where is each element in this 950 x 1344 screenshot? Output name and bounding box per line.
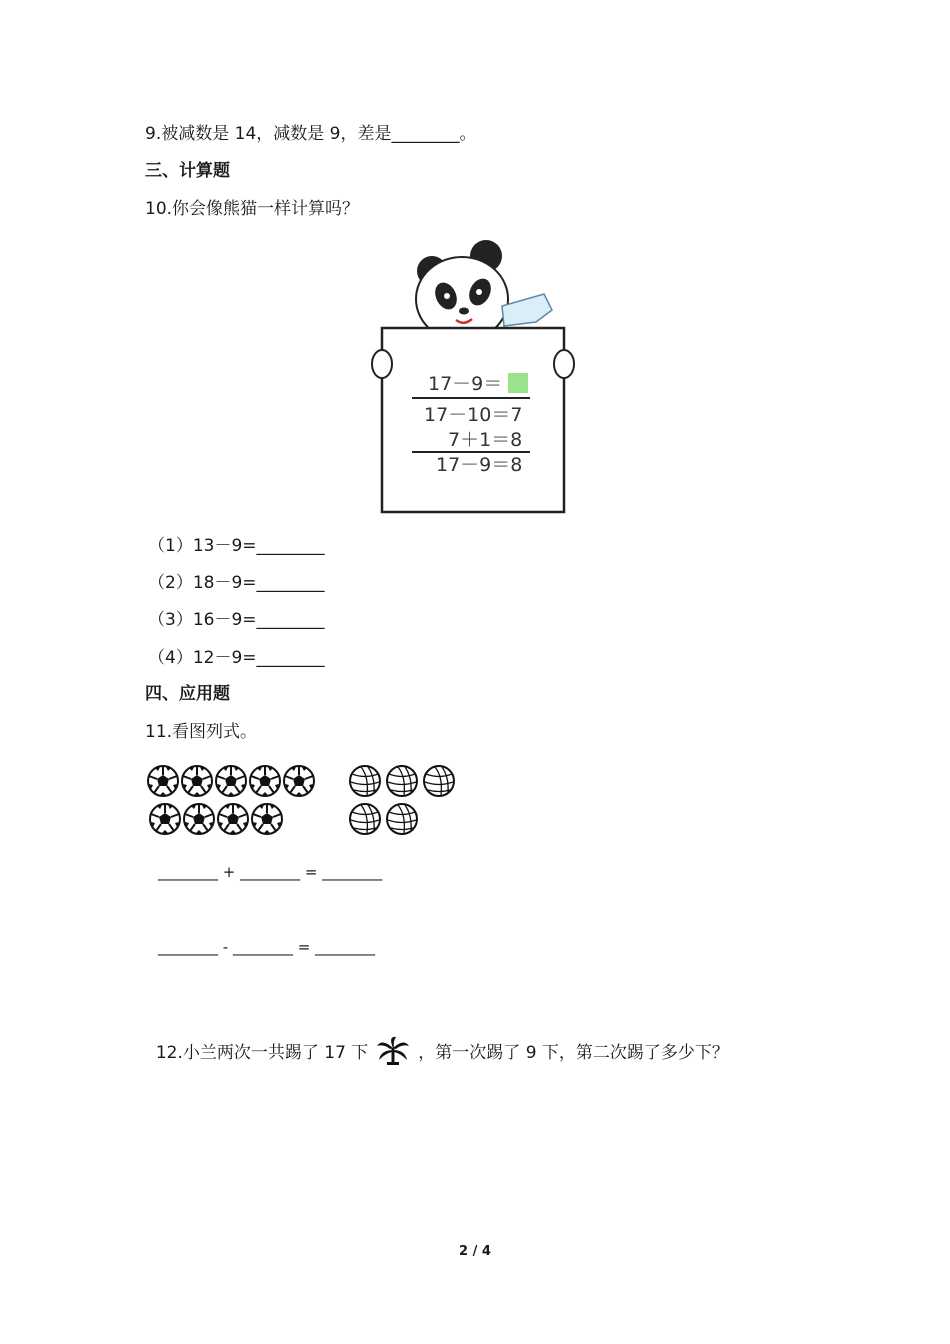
q10-item-2: （2）18－9=________ bbox=[148, 573, 325, 593]
question-9: 9.被减数是 14，减数是 9，差是________。 bbox=[145, 124, 477, 144]
panda-scarf bbox=[502, 294, 552, 326]
section-3-heading: 三、计算题 bbox=[145, 161, 230, 181]
board-line-4: 17－9＝8 bbox=[436, 454, 523, 476]
panda-illustration bbox=[366, 236, 580, 516]
soccer-ball bbox=[252, 804, 282, 834]
soccer-ball bbox=[216, 766, 246, 796]
q11-equation-addition: ________ + ________ = ________ bbox=[158, 863, 383, 881]
volleyball bbox=[387, 804, 417, 834]
q12-text-after: ，第一次踢了 9 下，第二次踢了多少下？ bbox=[418, 1043, 729, 1063]
volleyball bbox=[387, 766, 417, 796]
volleyball-group bbox=[350, 766, 454, 834]
soccer-ball-group bbox=[148, 766, 314, 834]
soccer-ball bbox=[184, 804, 214, 834]
soccer-ball bbox=[148, 766, 178, 796]
q10-item-1: （1）13－9=________ bbox=[148, 536, 325, 556]
q11-equation-subtraction: ________ - ________ = ________ bbox=[158, 938, 376, 956]
q12-text-before: 12.小兰两次一共踢了 17 下 bbox=[155, 1043, 369, 1063]
board-answer-box bbox=[508, 373, 528, 393]
board-line-3: 7＋1＝8 bbox=[448, 429, 523, 451]
panda-paw-right bbox=[554, 350, 574, 378]
soccer-ball bbox=[284, 766, 314, 796]
question-12 bbox=[145, 1012, 729, 1066]
soccer-ball bbox=[150, 804, 180, 834]
question-10: 10.你会像熊猫一样计算吗？ bbox=[145, 199, 360, 219]
soccer-ball bbox=[182, 766, 212, 796]
board-line-2: 17－10＝7 bbox=[424, 404, 523, 426]
ball-picture bbox=[144, 763, 464, 839]
q10-item-3: （3）16－9=________ bbox=[148, 610, 325, 630]
board-line-1: 17－9＝ bbox=[428, 373, 503, 395]
panda-paw-left bbox=[372, 350, 392, 378]
section-4-heading: 四、应用题 bbox=[145, 684, 230, 704]
soccer-ball bbox=[250, 766, 280, 796]
question-11: 11.看图列式。 bbox=[145, 722, 258, 742]
q10-item-4: （4）12－9=________ bbox=[148, 648, 325, 668]
page-number: 2 / 4 bbox=[459, 1244, 491, 1259]
shuttlecock-kick-icon bbox=[376, 1036, 410, 1066]
volleyball bbox=[424, 766, 454, 796]
panda-nose bbox=[459, 308, 469, 315]
volleyball bbox=[350, 766, 380, 796]
soccer-ball bbox=[218, 804, 248, 834]
volleyball bbox=[350, 804, 380, 834]
